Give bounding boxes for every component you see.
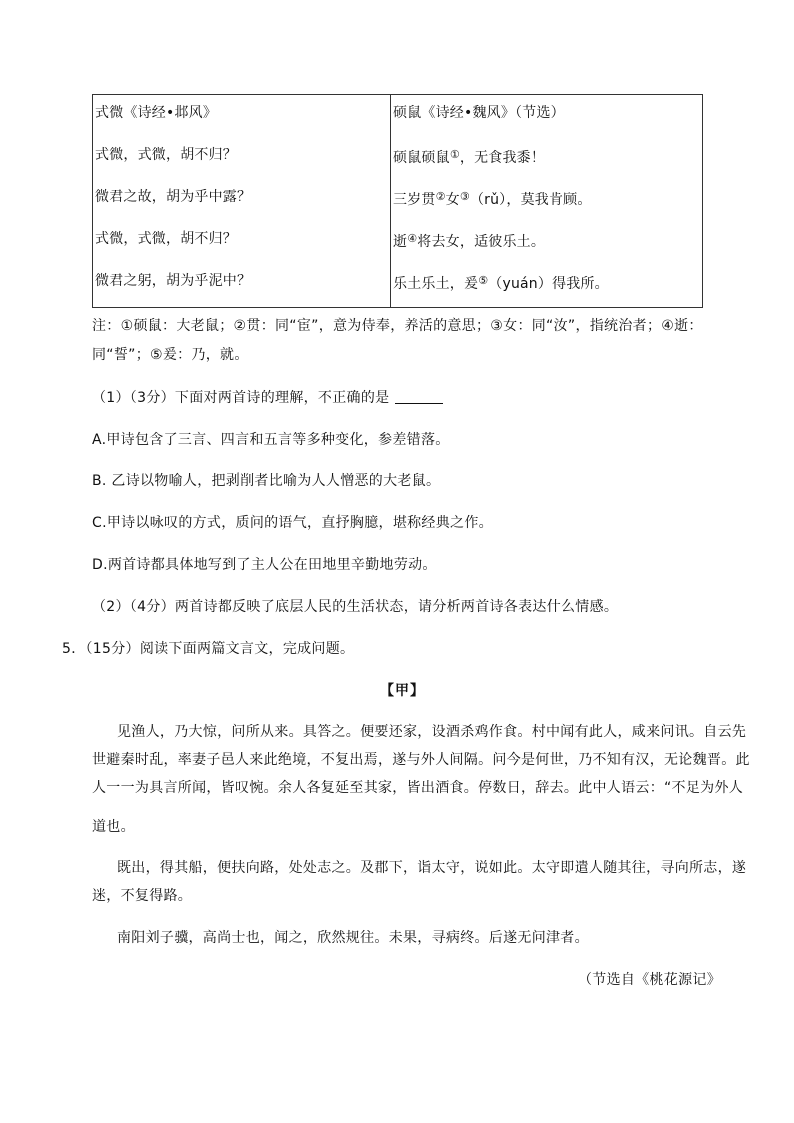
passage-line: 南阳刘子骥，高尚士也，闻之，欣然规往。未果，寻病终。后遂无问津者。 [117,930,589,946]
line-text: 乐土乐土，爰 [393,276,479,292]
poem-left-line: 微君之故，胡为乎中露？ [95,189,252,205]
passage-line: 迷，不复得路。 [92,888,193,904]
section-5-heading: 5．（15分）阅读下面两篇文言文，完成问题。 [62,641,355,657]
poem-right-line [393,271,609,294]
note-marker: ③ [459,190,470,203]
note-marker: ④ [407,232,418,245]
passage-line: 既出，得其船，便扶向路，处处志之。及郡下，诣太守，说如此。太守即遣人随其往，寻向所志，遂 [117,860,747,876]
note-marker: ⑤ [478,274,489,287]
poem-left-line: 式微，式微，胡不归？ [95,231,237,247]
option-b: B. 乙诗以物喻人，把剥削者比喻为人人憎恶的大老鼠。 [92,473,441,489]
poem-right-line [393,229,545,252]
poem-left-line: 微君之躬，胡为乎泥中？ [95,273,252,289]
annotation-note: 注：①硕鼠：大老鼠；②贯：同“宦”，意为侍奉，养活的意思；③女：同“汝”，指统治者；④逝： [92,318,703,334]
passage-line: 人一一为具言所闻，皆叹惋。余人各复延至其家，皆出酒食。停数日，辞去。此中人语云：“不足为外人 [92,780,744,796]
line-text: ，无食我黍！ [459,150,546,166]
line-text: 三岁贯 [393,192,436,208]
poem-left-title: 式微《诗经•邶风》 [95,105,218,121]
poem-table [92,94,703,308]
table-divider [390,95,391,307]
poem-right-title: 硕鼠《诗经•魏风》（节选） [393,105,565,121]
passage-jia-label: 【甲】 [380,683,425,699]
question-1-text: （1）（3分）下面对两首诗的理解，不正确的是 [92,390,390,406]
question-1 [92,388,443,408]
option-d: D.两首诗都具体地写到了主人公在田地里辛勤地劳动。 [92,557,437,573]
option-c: C.甲诗以咏叹的方式，质问的语气，直抒胸臆，堪称经典之作。 [92,515,493,531]
passage-line: 世避秦时乱，率妻子邑人来此绝境，不复出焉，遂与外人间隔。问今是何世，乃不知有汉，无论魏晋。此 [92,752,750,768]
passage-source: （节选自《桃花源记》 [578,972,721,988]
question-2: （2）（4分）两首诗都反映了底层人民的生活状态，请分析两首诗各表达什么情感。 [92,599,619,615]
poem-right-line [393,187,592,210]
line-text: 将去女，适彼乐土。 [417,234,546,250]
line-text: 女 [445,192,460,208]
option-a: A.甲诗包含了三言、四言和五言等多种变化，参差错落。 [92,432,450,448]
line-text: 硕鼠硕鼠 [393,150,450,166]
note-marker: ② [435,190,446,203]
note-marker: ① [449,148,460,161]
line-text: （yuán）得我所。 [488,276,609,292]
line-text: （rǔ），莫我肯顾。 [469,192,592,208]
passage-line: 道也。 [92,819,135,835]
passage-line: 见渔人，乃大惊，问所从来。具答之。便要还家，设酒杀鸡作食。村中闻有此人，咸来问讯。自云先 [117,724,747,740]
poem-right-line [393,145,545,168]
answer-blank[interactable] [395,389,443,404]
annotation-note: 同“誓”；⑤爰：乃，就。 [92,347,249,363]
line-text: 逝 [393,234,408,250]
poem-left-line: 式微，式微，胡不归？ [95,147,237,163]
